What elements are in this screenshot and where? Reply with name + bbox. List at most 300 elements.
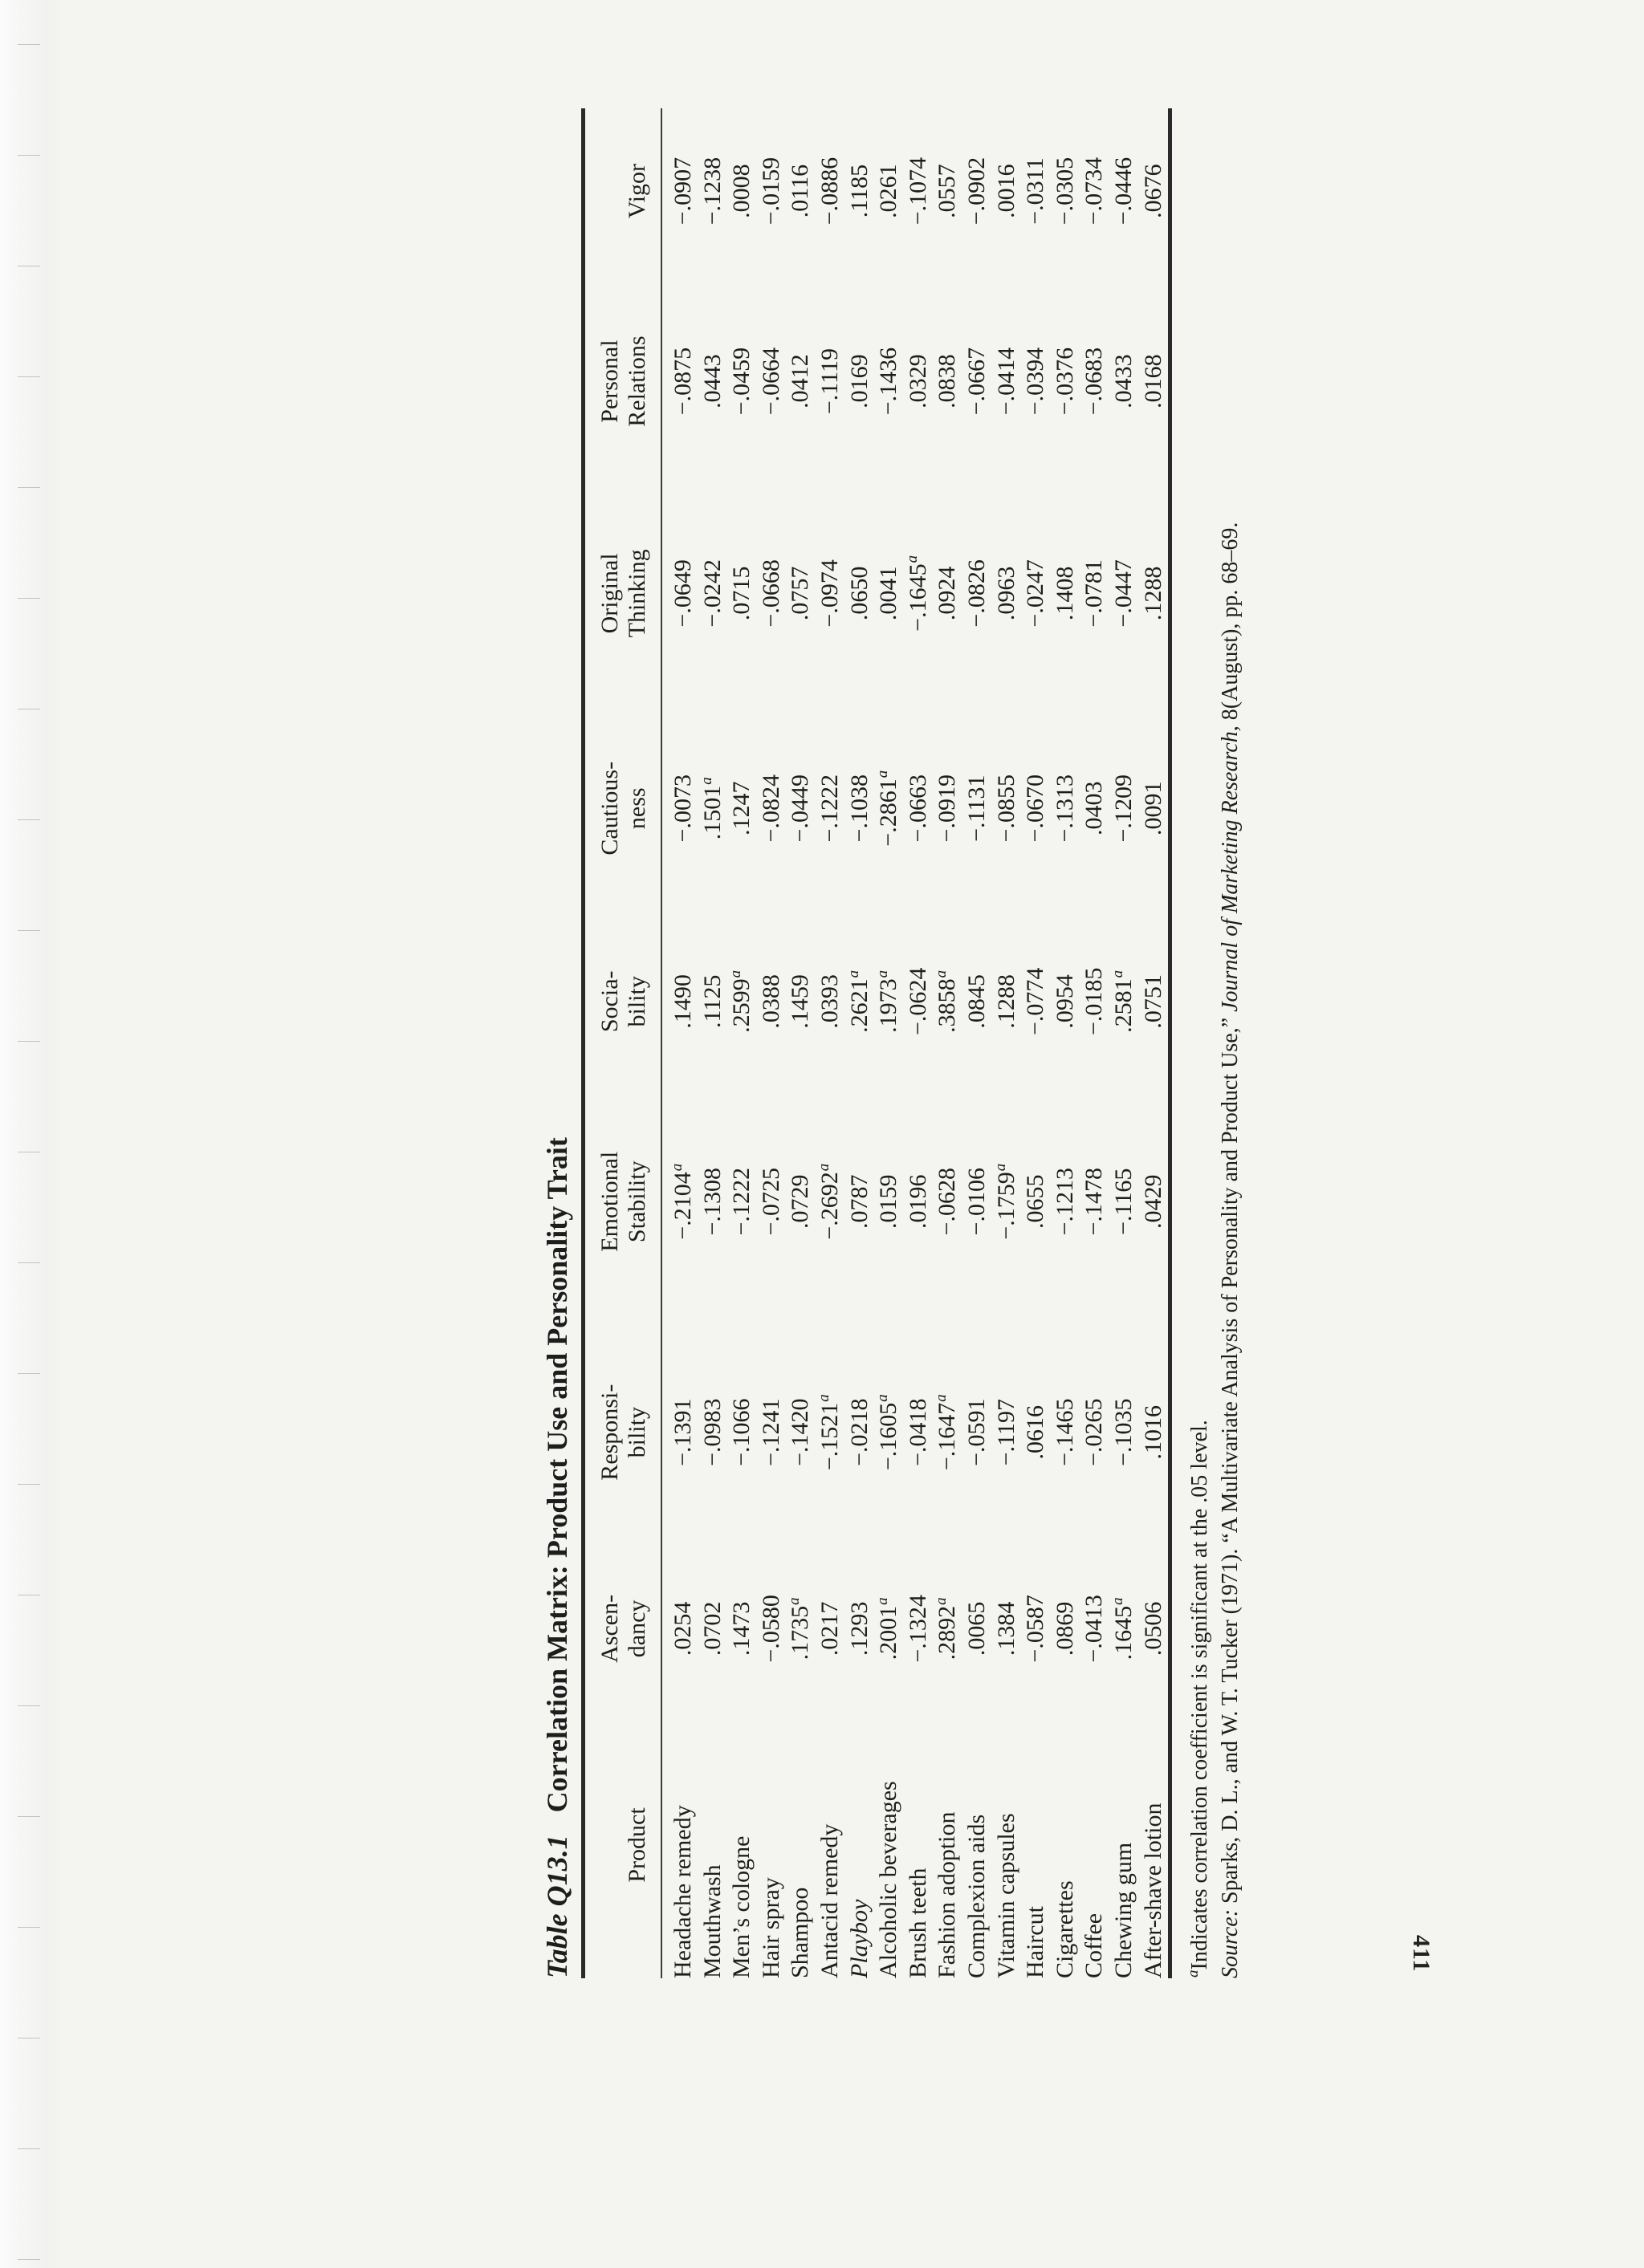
correlation-value: .1501 <box>698 785 726 840</box>
correlation-value: −.1313 <box>1051 774 1078 843</box>
correlation-cell <box>786 1319 816 1546</box>
correlation-value: .1473 <box>728 1601 755 1656</box>
correlation-cell <box>962 489 992 698</box>
correlation-value: .1973 <box>875 978 902 1033</box>
source-note <box>1217 108 1244 1978</box>
correlation-value: .0506 <box>1139 1601 1166 1656</box>
product-cell: Playboy <box>845 1899 873 1978</box>
correlation-cell <box>662 1546 698 1712</box>
significance-marker: a <box>727 969 745 978</box>
correlation-value: .0116 <box>787 164 814 218</box>
correlation-cell <box>992 919 1022 1084</box>
correlation-cell <box>1080 1546 1109 1712</box>
correlation-cell <box>874 1546 904 1712</box>
correlation-cell <box>962 919 992 1084</box>
correlation-cell <box>933 274 962 489</box>
correlation-value: .0217 <box>816 1601 843 1656</box>
correlation-value: .0924 <box>934 566 961 621</box>
correlation-value: .2892 <box>934 1605 961 1660</box>
correlation-value: −.0305 <box>1051 156 1078 226</box>
correlation-cell <box>698 1084 728 1319</box>
source-label: Source: <box>1218 1908 1243 1978</box>
column-header: Cautious- ness <box>596 761 650 856</box>
correlation-value: −.1436 <box>875 347 902 416</box>
correlation-cell <box>698 698 728 919</box>
correlation-cell <box>992 489 1022 698</box>
table-row <box>933 108 962 1978</box>
correlation-value: −.0185 <box>1080 967 1108 1036</box>
correlation-cell <box>1051 1084 1080 1319</box>
correlation-cell <box>992 274 1022 489</box>
correlation-value: .1490 <box>669 974 696 1029</box>
correlation-cell <box>874 1084 904 1319</box>
correlation-value: .1288 <box>1139 566 1166 621</box>
correlation-value: −.1209 <box>1109 774 1137 843</box>
table-row <box>1139 108 1169 1978</box>
correlation-cell <box>698 1546 728 1712</box>
correlation-cell <box>786 1546 816 1712</box>
correlation-value: .0412 <box>787 354 814 408</box>
correlation-cell <box>1080 919 1109 1084</box>
correlation-cell <box>1051 489 1080 698</box>
column-header: Socia- bility <box>596 970 650 1033</box>
product-cell: After-shave lotion <box>1139 1803 1166 1978</box>
correlation-cell <box>1021 108 1051 274</box>
correlation-value: −.2861 <box>875 778 902 847</box>
correlation-value: −.0591 <box>962 1398 990 1466</box>
correlation-value: .0954 <box>1051 974 1078 1029</box>
product-cell: Fashion adoption <box>934 1811 961 1978</box>
correlation-value: .0388 <box>757 974 784 1029</box>
correlation-value: −.0875 <box>669 347 696 416</box>
product-cell: Coffee <box>1080 1912 1108 1978</box>
column-header: Ascen- dancy <box>596 1594 650 1663</box>
correlation-cell <box>992 1546 1022 1712</box>
product-cell: Alcoholic beverages <box>875 1781 902 1978</box>
table-body <box>662 108 1168 1978</box>
correlation-value: .0729 <box>787 1174 814 1229</box>
correlation-cell <box>992 1084 1022 1319</box>
significance-marker: a <box>786 1597 804 1605</box>
correlation-cell <box>933 489 962 698</box>
correlation-value: .1293 <box>845 1601 873 1656</box>
correlation-value: .0254 <box>669 1601 696 1656</box>
correlation-cell <box>933 698 962 919</box>
correlation-cell <box>874 489 904 698</box>
correlation-value: −.0907 <box>669 156 696 226</box>
correlation-value: −.0376 <box>1051 347 1078 416</box>
correlation-cell <box>1080 274 1109 489</box>
product-cell: Mouthwash <box>698 1864 726 1978</box>
correlation-value: .0429 <box>1139 1174 1166 1229</box>
correlation-cell <box>1080 698 1109 919</box>
correlation-value: .0715 <box>728 566 755 621</box>
correlation-value: .1735 <box>787 1605 814 1660</box>
correlation-value: −.1308 <box>698 1168 726 1236</box>
correlation-value: −.0983 <box>698 1398 726 1466</box>
correlation-value: .0869 <box>1051 1601 1078 1656</box>
correlation-value: .0443 <box>698 354 726 408</box>
table-row <box>1080 108 1109 1978</box>
product-cell: Men’s cologne <box>728 1835 755 1978</box>
column-header: Emotional Stability <box>596 1151 650 1252</box>
correlation-value: .1125 <box>698 974 726 1028</box>
correlation-value: .0261 <box>875 164 902 218</box>
source-journal: Journal of Marketing Research, <box>1218 726 1243 1012</box>
source-text-1: Sparks, D. L., and W. T. Tucker (1971). “A Multivariate Analysis of Personality and Product Use,” <box>1218 1011 1243 1909</box>
significance-marker: a <box>844 969 862 978</box>
correlation-value: .1645 <box>1109 1605 1137 1660</box>
correlation-value: −.0683 <box>1080 347 1108 416</box>
significance-marker: a <box>933 1597 950 1605</box>
correlation-cell <box>727 489 757 698</box>
correlation-value: .1408 <box>1051 566 1078 621</box>
correlation-value: −.1420 <box>787 1398 814 1466</box>
correlation-value: .1459 <box>787 974 814 1029</box>
correlation-cell <box>1109 1546 1139 1712</box>
correlation-cell <box>727 1319 757 1546</box>
correlation-cell <box>962 1084 992 1319</box>
correlation-value: −.0824 <box>757 774 784 843</box>
significance-marker: a <box>874 969 892 978</box>
correlation-value: −.0774 <box>1022 967 1049 1036</box>
correlation-cell <box>1109 919 1139 1084</box>
correlation-value: .0159 <box>875 1174 902 1229</box>
correlation-cell <box>845 919 875 1084</box>
correlation-cell <box>816 274 845 489</box>
source-text-2: 8(August), pp. 68–69. <box>1218 522 1243 726</box>
correlation-value: −.0919 <box>934 774 961 843</box>
correlation-cell <box>1080 1084 1109 1319</box>
table-row <box>786 108 816 1978</box>
correlation-value: −.0414 <box>992 347 1019 416</box>
correlation-cell <box>698 1319 728 1546</box>
correlation-cell <box>662 274 698 489</box>
correlation-cell <box>1139 274 1169 489</box>
correlation-value: .0168 <box>1139 354 1166 408</box>
correlation-cell <box>933 1546 962 1712</box>
table-row <box>698 108 728 1978</box>
correlation-cell <box>816 1319 845 1546</box>
correlation-cell <box>1080 489 1109 698</box>
correlation-cell <box>757 919 787 1084</box>
significance-marker: a <box>1109 969 1126 978</box>
correlation-cell <box>1139 919 1169 1084</box>
table-row <box>1051 108 1080 1978</box>
correlation-value: .0845 <box>962 974 990 1029</box>
correlation-value: .0065 <box>962 1601 990 1656</box>
correlation-value: −.0311 <box>1022 157 1049 225</box>
table-row <box>757 108 787 1978</box>
correlation-cell <box>1051 919 1080 1084</box>
correlation-value: −.0667 <box>962 347 990 416</box>
product-cell: Chewing gum <box>1109 1842 1137 1978</box>
table-row <box>1109 108 1139 1978</box>
correlation-value: −.0663 <box>904 774 931 843</box>
correlation-cell <box>727 698 757 919</box>
product-cell: Haircut <box>1022 1906 1049 1978</box>
table-row <box>816 108 845 1978</box>
correlation-cell <box>962 108 992 274</box>
table-label: Table Q13.1 <box>541 1835 573 1978</box>
correlation-cell <box>698 919 728 1084</box>
correlation-value: .0787 <box>845 1174 873 1229</box>
table-caption <box>538 108 576 1978</box>
page-number: 411 <box>1408 1935 1434 1973</box>
correlation-value: −.0902 <box>962 156 990 226</box>
correlation-cell <box>1139 108 1169 274</box>
correlation-cell <box>933 1319 962 1546</box>
correlation-value: −.1645 <box>904 563 931 632</box>
product-cell: Vitamin capsules <box>992 1813 1019 1978</box>
footnote-text: Indicates correlation coefficient is significant at the .05 level. <box>1187 1420 1213 1970</box>
table-row <box>874 108 904 1978</box>
correlation-value: −.0580 <box>757 1595 784 1663</box>
footnote-marker: a <box>1185 1969 1202 1977</box>
correlation-cell <box>757 489 787 698</box>
correlation-value: −.0265 <box>1080 1398 1108 1466</box>
correlation-value: −.0734 <box>1080 156 1108 226</box>
correlation-cell <box>962 274 992 489</box>
correlation-cell <box>1021 489 1051 698</box>
correlation-cell <box>1080 108 1109 274</box>
correlation-cell <box>1080 1319 1109 1546</box>
table-title: Correlation Matrix: Product Use and Personality Trait <box>541 1137 573 1813</box>
correlation-cell <box>904 1084 934 1319</box>
correlation-value: .1247 <box>728 781 755 836</box>
correlation-value: −.1241 <box>757 1398 784 1466</box>
correlation-value: −.0628 <box>934 1168 961 1236</box>
correlation-value: .0091 <box>1139 781 1166 836</box>
correlation-value: −.0781 <box>1080 559 1108 628</box>
correlation-cell <box>1109 108 1139 274</box>
correlation-value: .0616 <box>1022 1404 1049 1460</box>
correlation-cell <box>662 1319 698 1546</box>
correlation-cell <box>1021 698 1051 919</box>
significance-marker: a <box>933 1394 950 1402</box>
correlation-cell <box>845 274 875 489</box>
correlation-value: .0041 <box>875 566 902 621</box>
correlation-cell <box>845 108 875 274</box>
correlation-cell <box>904 489 934 698</box>
correlation-cell <box>786 919 816 1084</box>
correlation-table <box>585 108 1168 1978</box>
correlation-cell <box>845 698 875 919</box>
correlation-cell <box>1021 274 1051 489</box>
correlation-value: .0838 <box>934 354 961 408</box>
correlation-cell <box>874 698 904 919</box>
correlation-cell <box>874 108 904 274</box>
significance-marker: a <box>903 555 921 563</box>
correlation-cell <box>786 1084 816 1319</box>
correlation-cell <box>698 108 728 274</box>
correlation-value: −.1119 <box>816 348 843 415</box>
correlation-cell <box>1139 698 1169 919</box>
correlation-value: −.1035 <box>1109 1398 1137 1466</box>
correlation-value: −.0073 <box>669 774 696 843</box>
correlation-cell <box>727 108 757 274</box>
correlation-value: .0650 <box>845 566 873 621</box>
correlation-cell <box>727 274 757 489</box>
correlation-value: −.1605 <box>875 1402 902 1471</box>
significance-marker: a <box>1109 1597 1126 1605</box>
correlation-cell <box>1109 698 1139 919</box>
correlation-value: .0196 <box>904 1174 931 1229</box>
correlation-value: −.1391 <box>669 1398 696 1466</box>
correlation-cell <box>874 274 904 489</box>
significance-marker: a <box>815 1163 832 1172</box>
table-notes <box>1186 108 1244 1978</box>
correlation-cell <box>845 1546 875 1712</box>
correlation-value: .0963 <box>992 566 1019 621</box>
correlation-cell <box>1139 1084 1169 1319</box>
correlation-value: −.1759 <box>992 1172 1019 1240</box>
significance-marker: a <box>815 1394 832 1402</box>
table-row <box>662 108 698 1978</box>
correlation-value: .3858 <box>934 978 961 1033</box>
correlation-value: −.0670 <box>1022 774 1049 843</box>
correlation-cell <box>962 1319 992 1546</box>
correlation-cell <box>757 274 787 489</box>
correlation-cell <box>786 489 816 698</box>
correlation-cell <box>662 1084 698 1319</box>
correlation-cell <box>845 1319 875 1546</box>
correlation-value: −.1197 <box>992 1399 1019 1466</box>
correlation-cell <box>698 274 728 489</box>
product-cell: Cigarettes <box>1051 1880 1078 1978</box>
header-row <box>585 108 661 1978</box>
correlation-value: −.0886 <box>816 156 843 226</box>
correlation-value: −.0159 <box>757 156 784 226</box>
correlation-value: −.1324 <box>904 1595 931 1663</box>
correlation-cell <box>757 698 787 919</box>
correlation-cell <box>662 108 698 274</box>
correlation-cell <box>904 1319 934 1546</box>
correlation-cell <box>904 1546 934 1712</box>
correlation-value: −.0218 <box>845 1398 873 1466</box>
table-block <box>538 52 1260 2155</box>
product-cell: Hair spray <box>757 1877 784 1978</box>
correlation-cell <box>816 698 845 919</box>
correlation-cell <box>1051 698 1080 919</box>
correlation-cell <box>727 1546 757 1712</box>
correlation-cell <box>992 698 1022 919</box>
column-header: Original Thinking <box>596 549 650 638</box>
correlation-cell <box>786 698 816 919</box>
correlation-cell <box>816 489 845 698</box>
correlation-value: .0557 <box>934 164 961 218</box>
correlation-value: −.1074 <box>904 156 931 226</box>
table-row <box>962 108 992 1978</box>
correlation-value: .0702 <box>698 1601 726 1656</box>
significance-marker: a <box>874 770 892 778</box>
correlation-value: −.1238 <box>698 156 726 226</box>
correlation-value: −.0855 <box>992 774 1019 843</box>
correlation-value: .0433 <box>1109 354 1137 408</box>
correlation-value: −.0668 <box>757 559 784 628</box>
table-container <box>538 108 1260 1978</box>
correlation-cell <box>904 919 934 1084</box>
correlation-value: −.1222 <box>816 774 843 843</box>
correlation-value: −.0826 <box>962 559 990 628</box>
table-row <box>845 108 875 1978</box>
correlation-cell <box>1021 1319 1051 1546</box>
correlation-cell <box>1139 1319 1169 1546</box>
correlation-value: .0757 <box>787 566 814 621</box>
correlation-cell <box>816 1084 845 1319</box>
product-cell: Shampoo <box>787 1887 814 1978</box>
significance-marker: a <box>698 777 715 785</box>
correlation-value: −.1213 <box>1051 1168 1078 1236</box>
correlation-value: .0008 <box>728 164 755 218</box>
correlation-cell <box>757 1319 787 1546</box>
correlation-cell <box>962 1546 992 1712</box>
correlation-cell <box>874 1319 904 1546</box>
correlation-cell <box>1051 274 1080 489</box>
correlation-value: .0169 <box>845 354 873 408</box>
correlation-value: .0403 <box>1080 781 1108 836</box>
correlation-cell <box>962 698 992 919</box>
column-header: Vigor <box>624 163 650 219</box>
correlation-cell <box>1109 489 1139 698</box>
correlation-cell <box>904 108 934 274</box>
correlation-cell <box>662 698 698 919</box>
table-row <box>727 108 757 1978</box>
correlation-value: −.0413 <box>1080 1595 1108 1663</box>
correlation-value: .0676 <box>1139 164 1166 218</box>
correlation-cell <box>1139 489 1169 698</box>
correlation-value: −.0664 <box>757 347 784 416</box>
correlation-cell <box>1021 919 1051 1084</box>
correlation-cell <box>757 1546 787 1712</box>
correlation-cell <box>845 489 875 698</box>
correlation-value: −.1038 <box>845 774 873 843</box>
correlation-value: .0016 <box>992 164 1019 218</box>
correlation-value: .1384 <box>992 1601 1019 1656</box>
correlation-cell <box>874 919 904 1084</box>
correlation-cell <box>662 919 698 1084</box>
correlation-value: .0655 <box>1022 1174 1049 1229</box>
correlation-cell <box>933 919 962 1084</box>
correlation-cell <box>904 698 934 919</box>
correlation-value: .0751 <box>1139 974 1166 1029</box>
product-cell: Brush teeth <box>904 1868 931 1978</box>
table-row <box>992 108 1022 1978</box>
correlation-cell <box>1051 1319 1080 1546</box>
correlation-cell <box>698 489 728 698</box>
correlation-value: −.0106 <box>962 1168 990 1236</box>
table-row <box>904 108 934 1978</box>
correlation-cell <box>662 489 698 698</box>
correlation-cell <box>1109 274 1139 489</box>
correlation-value: .2599 <box>728 978 755 1033</box>
correlation-value: .1016 <box>1139 1404 1166 1460</box>
product-cell: Headache remedy <box>669 1805 696 1978</box>
correlation-value: −.2104 <box>669 1172 696 1240</box>
significance-marker: a <box>933 969 950 978</box>
column-header-product: Product <box>624 1807 650 1883</box>
correlation-value: −.0446 <box>1109 156 1137 226</box>
correlation-value: .1185 <box>845 164 873 218</box>
correlation-value: −.1066 <box>728 1398 755 1466</box>
bottom-rule <box>1168 108 1172 1978</box>
significance-marker: a <box>874 1597 892 1605</box>
correlation-cell <box>1109 1084 1139 1319</box>
correlation-value: −.1521 <box>816 1402 843 1471</box>
significance-marker: a <box>669 1163 686 1172</box>
correlation-value: −.1465 <box>1051 1398 1078 1466</box>
correlation-value: −.1222 <box>728 1168 755 1236</box>
